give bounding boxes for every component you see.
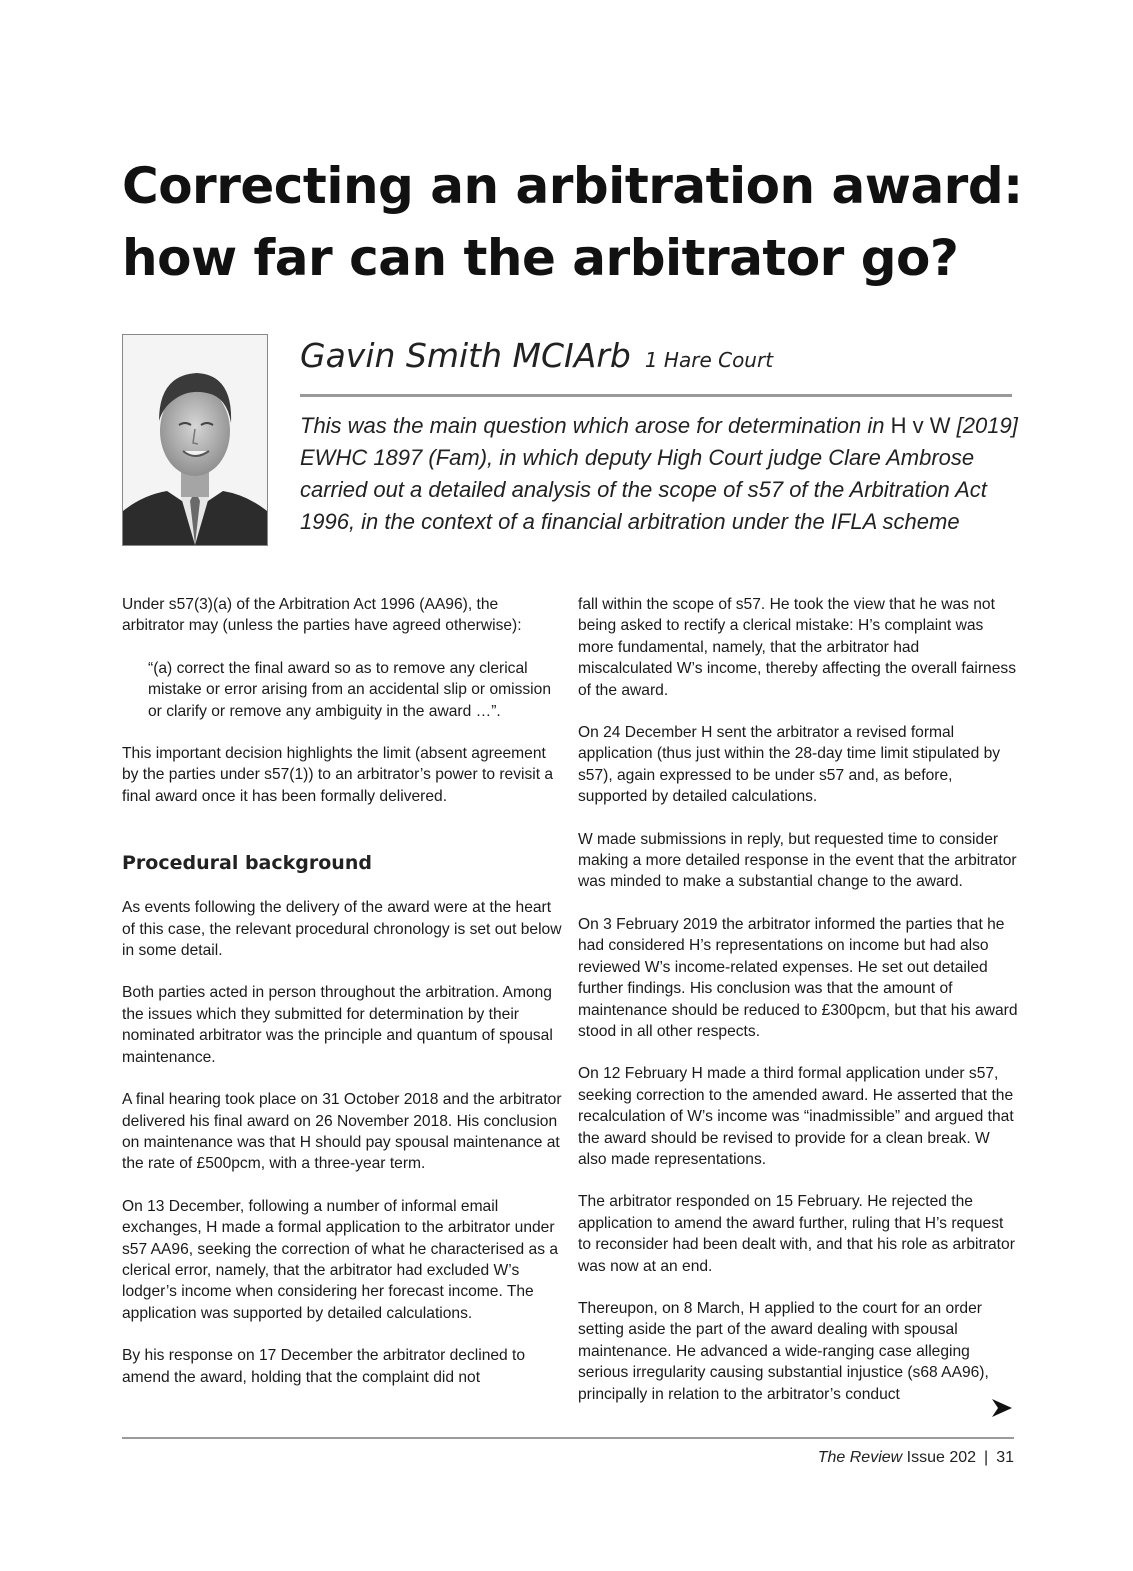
section-heading: Procedural background xyxy=(122,852,372,875)
author-portrait-image xyxy=(123,335,267,545)
body-paragraph: On 24 December H sent the arbitrator a revised formal application (thus just within the 28-day time limit stipulated by s57), again expressed to be under s57 and, as before, supported by detailed calculations. xyxy=(578,724,1001,806)
standfirst-rest: [2019] EWHC 1897 (Fam), in which deputy High Court judge Clare Ambrose carried out a detailed analysis of the scope of s57 of the Arbitration Act 1996, in the context of a financial arbitration under the IFLA scheme xyxy=(300,413,1018,534)
article-title xyxy=(122,150,1022,294)
body-paragraph: Both parties acted in person throughout the arbitration. Among the issues which they submitted for determination by their nominated arbitrator was the principle and quantum of spousal maintenance. xyxy=(122,984,553,1066)
page-number: 31 xyxy=(996,1449,1014,1466)
body-paragraph: A final hearing took place on 31 October 2018 and the arbitrator delivered his final award on 26 November 2018. His conclusion on maintenance was that H should pay spousal maintenance at the rate of £500pcm, with a three-year term. xyxy=(122,1091,562,1173)
body-paragraph: Thereupon, on 8 March, H applied to the court for an order setting aside the part of the award dealing with spousal maintenance. He advanced a wide-ranging case alleging serious irregularity causing substantial injustice (s68 AA96), principally in relation to the arbitrator’s conduct xyxy=(578,1299,989,1403)
footer-divider xyxy=(122,1437,1014,1439)
body-paragraph: The arbitrator responded on 15 February. He rejected the application to amend the award further, ruling that H’s request to reconsider had been dealt with, and that his role as arbitrator was now at an end. xyxy=(578,1193,1015,1275)
arrow-right-icon xyxy=(990,1397,1014,1424)
body-paragraph: As events following the delivery of the award were at the heart of this case, the relevant procedural chronology is set out below in some detail. xyxy=(122,899,562,960)
body-paragraph: fall within the scope of s57. He took the view that he was not being asked to rectify a clerical mistake: H’s complaint was more fundamental, namely, that the arbitrator had miscalculated W’s income, thereby affecting the overall fairness of the award. xyxy=(578,596,1016,699)
issue-number: Issue 202 xyxy=(906,1449,977,1466)
author-name: Gavin Smith MCIArb xyxy=(300,336,631,375)
statute-quote: “(a) correct the final award so as to remove any clerical mistake or error arising from an accidental slip or omission or clarify or remove any ambiguity in the award …”. xyxy=(148,659,551,720)
title-line-2: how far can the arbitrator go? xyxy=(122,229,959,287)
body-paragraph: Under s57(3)(a) of the Arbitration Act 1996 (AA96), the arbitrator may (unless the parties have agreed otherwise): xyxy=(122,596,522,635)
title-line-1: Correcting an arbitration award: xyxy=(122,157,1023,215)
body-paragraph: By his response on 17 December the arbitrator declined to amend the award, holding that the complaint did not xyxy=(122,1347,526,1386)
body-paragraph: On 3 February 2019 the arbitrator informed the parties that he had considered H’s representations on income but had also reviewed W’s income-related expenses. He set out detailed further findings. His conclusion was that the amount of maintenance should be reduced to £300pcm, but that his award stood in all other respects. xyxy=(578,915,1018,1040)
page-footer xyxy=(818,1449,1014,1467)
byline xyxy=(300,336,773,375)
standfirst xyxy=(300,410,1020,538)
byline-divider xyxy=(300,394,1012,397)
body-paragraph: On 13 December, following a number of informal email exchanges, H made a formal application to the arbitrator under s57 AA96, seeking the correction of what he characterised as a clerical error, namely, that the arbitrator had excluded W’s lodger’s income when considering her forecast income. The application was supported by detailed calculations. xyxy=(122,1197,559,1322)
body-paragraph: W made submissions in reply, but requested time to consider making a more detailed response in the event that the arbitrator was minded to make a substantial change to the award. xyxy=(578,830,1017,891)
author-photo xyxy=(122,334,268,546)
standfirst-intro: This was the main question which arose for determination in xyxy=(300,413,891,438)
left-column xyxy=(122,594,562,1409)
author-chambers: 1 Hare Court xyxy=(644,348,774,372)
right-column xyxy=(578,594,1018,1426)
standfirst-case-name: H v W xyxy=(890,413,951,438)
body-paragraph: On 12 February H made a third formal application under s57, seeking correction to the amended award. He asserted that the recalculation of W’s income was “inadmissible” and argued that the award should be revised to provide for a clean break. W also made representations. xyxy=(578,1065,1014,1168)
footer-separator: | xyxy=(984,1449,989,1466)
body-paragraph: This important decision highlights the limit (absent agreement by the parties under s57(1)) to an arbitrator’s power to revisit a final award once it has been formally delivered. xyxy=(122,745,554,805)
publication-name: The Review xyxy=(817,1449,903,1466)
